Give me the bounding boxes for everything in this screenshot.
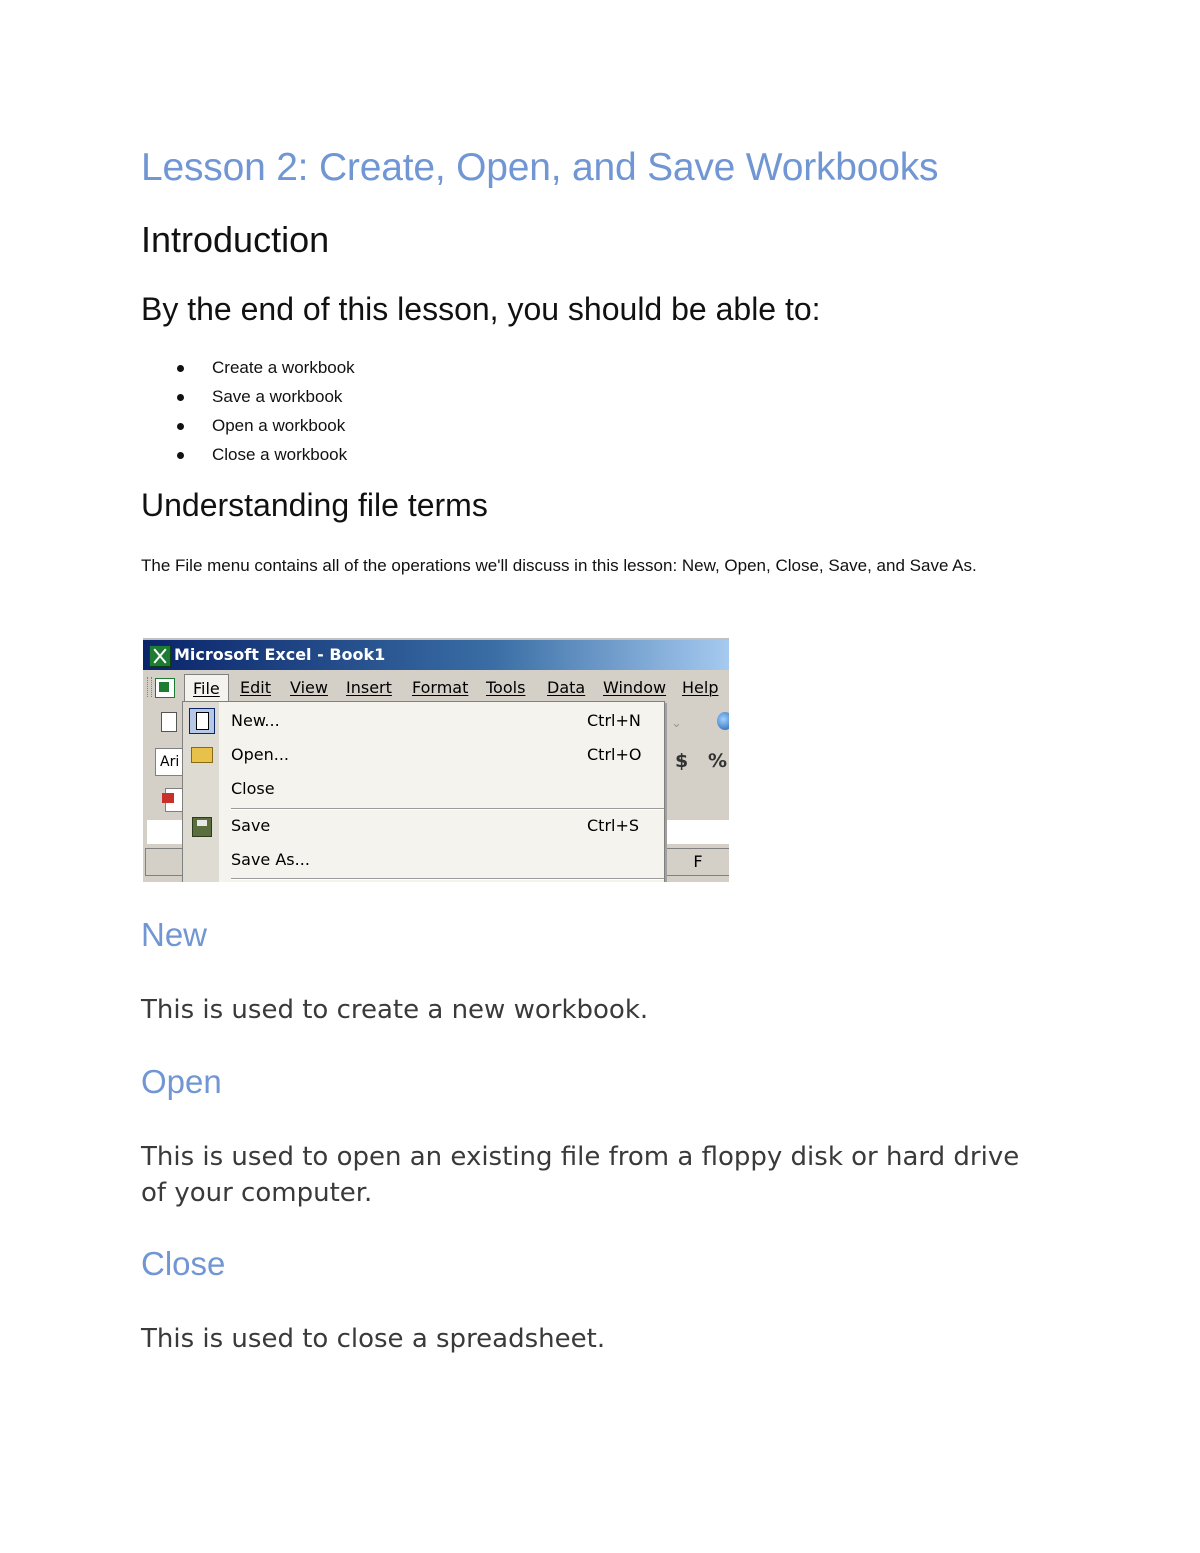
new-blank-icon[interactable] [161, 712, 177, 732]
select-all-corner[interactable] [145, 848, 183, 876]
standard-toolbar-left [143, 706, 183, 738]
menu-tools[interactable]: Tools [486, 678, 526, 697]
bullet-icon [177, 365, 184, 372]
menu-item-shortcut: Ctrl+N [587, 711, 641, 730]
introduction-heading: Introduction [141, 219, 330, 260]
objective-text: Save a workbook [212, 387, 343, 406]
open-folder-icon [191, 747, 213, 763]
menu-item-save-as[interactable] [183, 844, 664, 876]
menu-help[interactable]: Help [682, 678, 719, 697]
floppy-disk-icon [192, 817, 212, 837]
menu-item-label: Close [231, 779, 275, 798]
currency-button[interactable]: $ [675, 750, 689, 772]
bullet-icon [177, 423, 184, 430]
file-terms-heading: Understanding file terms [141, 487, 488, 523]
list-item [172, 355, 355, 384]
column-header-f[interactable]: F [665, 848, 729, 876]
bullet-icon [177, 452, 184, 459]
percent-button[interactable]: % [708, 750, 728, 772]
menu-item-shortcut: Ctrl+O [587, 745, 642, 764]
excel-title-bar [143, 640, 729, 670]
menu-view[interactable]: View [290, 678, 328, 697]
lesson-title: Lesson 2: Create, Open, and Save Workbooks [141, 146, 939, 189]
menu-item-label: New... [231, 711, 280, 730]
open-description: This is used to open an existing file from a floppy disk or hard drive of your computer. [141, 1142, 1020, 1208]
excel-screenshot [143, 638, 729, 882]
objectives-heading: By the end of this lesson, you should be able to: [141, 291, 821, 327]
menu-window[interactable]: Window [603, 678, 667, 697]
menu-item-label: Save [231, 816, 271, 835]
objective-text: Close a workbook [212, 445, 348, 464]
menu-data[interactable]: Data [547, 678, 586, 697]
menu-item-shortcut: Ctrl+S [587, 816, 640, 835]
close-description: This is used to close a spreadsheet. [141, 1324, 606, 1354]
menu-item-new[interactable] [183, 705, 664, 737]
menu-item-close[interactable] [183, 773, 664, 805]
undo-dropdown-icon[interactable]: ⌄ [671, 716, 682, 731]
new-description: This is used to create a new workbook. [141, 995, 649, 1025]
close-heading: Close [141, 1245, 226, 1282]
menu-edit[interactable]: Edit [240, 678, 271, 697]
new-document-icon [189, 708, 215, 734]
toolbar-grip-icon [147, 677, 152, 697]
list-item [172, 442, 355, 471]
font-name-box[interactable]: Ari [155, 748, 191, 776]
workbook-icon[interactable] [155, 678, 175, 698]
menu-item-open[interactable] [183, 739, 664, 771]
list-item [172, 384, 355, 413]
menu-item-label: Save As... [231, 850, 310, 869]
menu-item-save[interactable] [183, 810, 664, 842]
globe-icon[interactable] [717, 712, 729, 730]
formula-bar[interactable] [665, 820, 729, 844]
menu-item-label: Open... [231, 745, 289, 764]
pdf-icon[interactable] [165, 788, 183, 812]
menu-format[interactable]: Format [412, 678, 469, 697]
list-item [172, 413, 355, 442]
window-title: Microsoft Excel - Book1 [174, 645, 386, 664]
file-menu-dropdown [182, 701, 665, 882]
objective-text: Create a workbook [212, 358, 355, 377]
open-heading: Open [141, 1063, 222, 1100]
objectives-list [172, 355, 355, 471]
bullet-icon [177, 394, 184, 401]
name-box-field[interactable] [147, 820, 183, 844]
new-heading: New [141, 916, 208, 953]
file-terms-paragraph: The File menu contains all of the operations we'll discuss in this lesson: New, Open, Close, Save, and Save As. [141, 556, 977, 575]
excel-menu-bar [143, 671, 729, 703]
objective-text: Open a workbook [212, 416, 346, 435]
menu-separator [231, 878, 664, 880]
excel-logo-icon [149, 645, 171, 667]
menu-insert[interactable]: Insert [346, 678, 392, 697]
menu-file[interactable]: File [184, 674, 229, 702]
